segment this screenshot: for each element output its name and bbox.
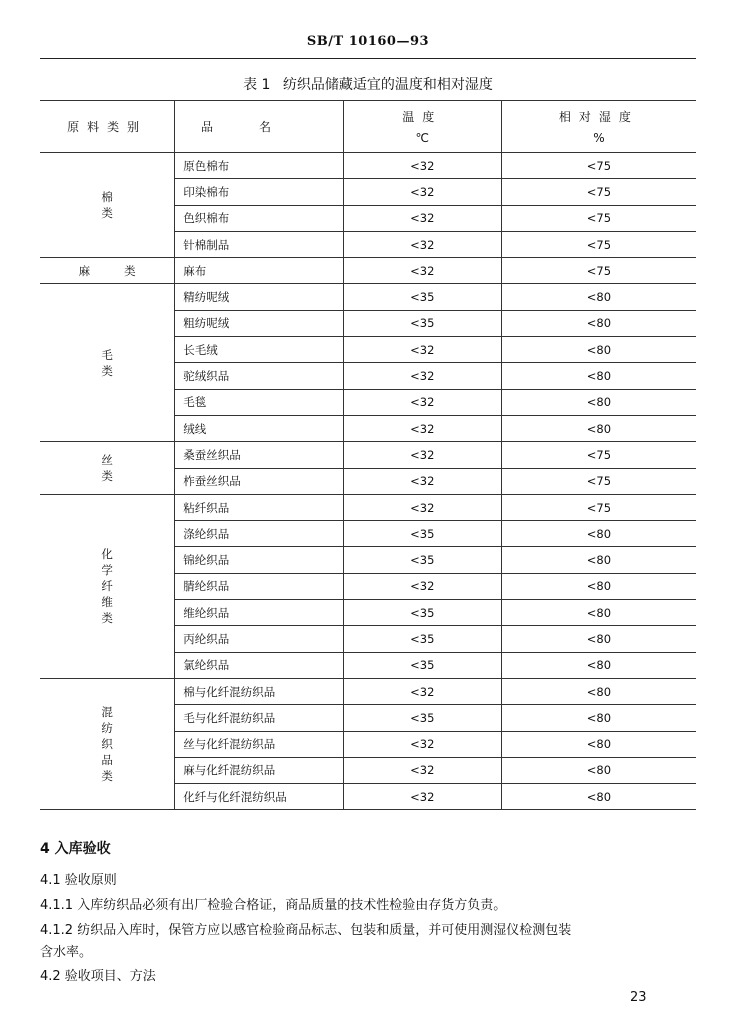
humidity-cell: <80 xyxy=(501,573,696,599)
product-name-cell: 粘纤织品 xyxy=(175,494,344,520)
product-name-cell: 长毛绒 xyxy=(175,337,344,363)
table-header-row xyxy=(40,101,696,153)
humidity-cell: <80 xyxy=(501,757,696,783)
product-name-cell: 柞蚕丝织品 xyxy=(175,468,344,494)
temperature-cell: <32 xyxy=(343,468,501,494)
product-name-cell: 氯纶织品 xyxy=(175,652,344,678)
product-name-cell: 驼绒织品 xyxy=(175,363,344,389)
temperature-cell: <32 xyxy=(343,389,501,415)
humidity-cell: <75 xyxy=(501,442,696,468)
category-label: 混 纺 织 品 类 xyxy=(101,705,113,784)
table-row xyxy=(40,284,696,310)
section-4-1-2-line2: 含水率。 xyxy=(40,945,93,960)
humidity-cell: <80 xyxy=(501,415,696,441)
humidity-cell: <75 xyxy=(501,179,696,205)
product-name-cell: 毛与化纤混纺织品 xyxy=(175,705,344,731)
humidity-cell: <80 xyxy=(501,284,696,310)
category-label: 毛 类 xyxy=(101,347,113,378)
product-name-cell: 锦纶织品 xyxy=(175,547,344,573)
table-row xyxy=(40,494,696,520)
section-4-1-1: 4.1.1 入库纺织品必须有出厂检验合格证，商品质量的技术性检验由存货方负责。 xyxy=(40,898,507,913)
humidity-cell: <75 xyxy=(501,258,696,284)
temperature-cell: <32 xyxy=(343,205,501,231)
humidity-cell: <80 xyxy=(501,626,696,652)
product-name-cell: 棉与化纤混纺织品 xyxy=(175,678,344,704)
humidity-cell: <80 xyxy=(501,547,696,573)
humidity-cell: <80 xyxy=(501,521,696,547)
humidity-cell: <75 xyxy=(501,231,696,257)
humidity-cell: <80 xyxy=(501,600,696,626)
humidity-cell: <75 xyxy=(501,205,696,231)
humidity-cell: <80 xyxy=(501,678,696,704)
product-name-cell: 丙纶织品 xyxy=(175,626,344,652)
section-4-title: 4 入库验收 xyxy=(40,841,111,857)
product-name-cell: 桑蚕丝织品 xyxy=(175,442,344,468)
category-cell xyxy=(40,494,175,678)
product-name-cell: 印染棉布 xyxy=(175,179,344,205)
temperature-cell: <35 xyxy=(343,547,501,573)
category-cell xyxy=(40,442,175,495)
product-name-cell: 化纤与化纤混纺织品 xyxy=(175,784,344,810)
product-name-cell: 原色棉布 xyxy=(175,153,344,179)
temperature-cell: <35 xyxy=(343,652,501,678)
document-code-header: SB/T 10160—93 xyxy=(306,34,430,49)
table-row xyxy=(40,153,696,179)
humidity-cell: <75 xyxy=(501,468,696,494)
temperature-cell: <32 xyxy=(343,179,501,205)
temperature-cell: <32 xyxy=(343,153,501,179)
category-label: 棉 类 xyxy=(101,190,113,221)
temperature-cell: <32 xyxy=(343,784,501,810)
product-name-cell: 丝与化纤混纺织品 xyxy=(175,731,344,757)
header-rule xyxy=(40,58,696,59)
humidity-cell: <75 xyxy=(501,494,696,520)
temperature-cell: <35 xyxy=(343,284,501,310)
humidity-cell: <80 xyxy=(501,705,696,731)
table-row xyxy=(40,442,696,468)
temperature-cell: <32 xyxy=(343,258,501,284)
temperature-cell: <32 xyxy=(343,415,501,441)
product-name-cell: 麻布 xyxy=(175,258,344,284)
temperature-cell: <32 xyxy=(343,678,501,704)
product-name-cell: 腈纶织品 xyxy=(175,573,344,599)
header-name: 品名 xyxy=(175,101,344,153)
product-name-cell: 色织棉布 xyxy=(175,205,344,231)
header-temperature: 温度 ℃ xyxy=(343,101,501,153)
humidity-cell: <80 xyxy=(501,337,696,363)
table-number: 表 1 xyxy=(243,77,271,93)
temperature-cell: <32 xyxy=(343,573,501,599)
temperature-cell: <32 xyxy=(343,442,501,468)
header-relative-humidity: 相对湿度 % xyxy=(501,101,696,153)
temperature-cell: <35 xyxy=(343,600,501,626)
table-row xyxy=(40,678,696,704)
humidity-cell: <80 xyxy=(501,363,696,389)
section-4-1-2-line1: 4.1.2 纺织品入库时，保管方应以感官检验商品标志、包装和质量，并可使用测湿仪检测包装 xyxy=(40,923,572,938)
humidity-cell: <80 xyxy=(501,784,696,810)
category-cell xyxy=(40,284,175,442)
category-cell xyxy=(40,678,175,809)
page-number: 23 xyxy=(630,990,647,1005)
humidity-cell: <80 xyxy=(501,389,696,415)
product-name-cell: 麻与化纤混纺织品 xyxy=(175,757,344,783)
product-name-cell: 毛毯 xyxy=(175,389,344,415)
temperature-cell: <32 xyxy=(343,337,501,363)
section-4-2-title: 4.2 验收项目、方法 xyxy=(40,969,156,984)
category-label: 麻 类 xyxy=(78,263,136,278)
header-category: 原料类别 xyxy=(40,101,175,153)
temperature-cell: <35 xyxy=(343,705,501,731)
product-name-cell: 绒线 xyxy=(175,415,344,441)
humidity-cell: <75 xyxy=(501,153,696,179)
temperature-cell: <32 xyxy=(343,494,501,520)
table-body xyxy=(40,153,696,810)
humidity-cell: <80 xyxy=(501,310,696,336)
storage-conditions-table xyxy=(40,100,696,810)
product-name-cell: 针棉制品 xyxy=(175,231,344,257)
section-4-1-title: 4.1 验收原则 xyxy=(40,873,117,888)
table-row xyxy=(40,258,696,284)
temperature-cell: <32 xyxy=(343,757,501,783)
product-name-cell: 粗纺呢绒 xyxy=(175,310,344,336)
category-label: 丝 类 xyxy=(101,453,113,484)
temperature-cell: <32 xyxy=(343,231,501,257)
temperature-cell: <35 xyxy=(343,310,501,336)
product-name-cell: 精纺呢绒 xyxy=(175,284,344,310)
table-title xyxy=(0,74,736,94)
temperature-cell: <32 xyxy=(343,363,501,389)
category-label: 化 学 纤 维 类 xyxy=(101,547,113,626)
table-caption: 纺织品储藏适宜的温度和相对湿度 xyxy=(282,77,493,93)
temperature-cell: <35 xyxy=(343,521,501,547)
category-cell xyxy=(40,153,175,258)
temperature-cell: <32 xyxy=(343,731,501,757)
temperature-cell: <35 xyxy=(343,626,501,652)
humidity-cell: <80 xyxy=(501,652,696,678)
humidity-cell: <80 xyxy=(501,731,696,757)
product-name-cell: 涤纶织品 xyxy=(175,521,344,547)
category-cell xyxy=(40,258,175,284)
product-name-cell: 维纶织品 xyxy=(175,600,344,626)
